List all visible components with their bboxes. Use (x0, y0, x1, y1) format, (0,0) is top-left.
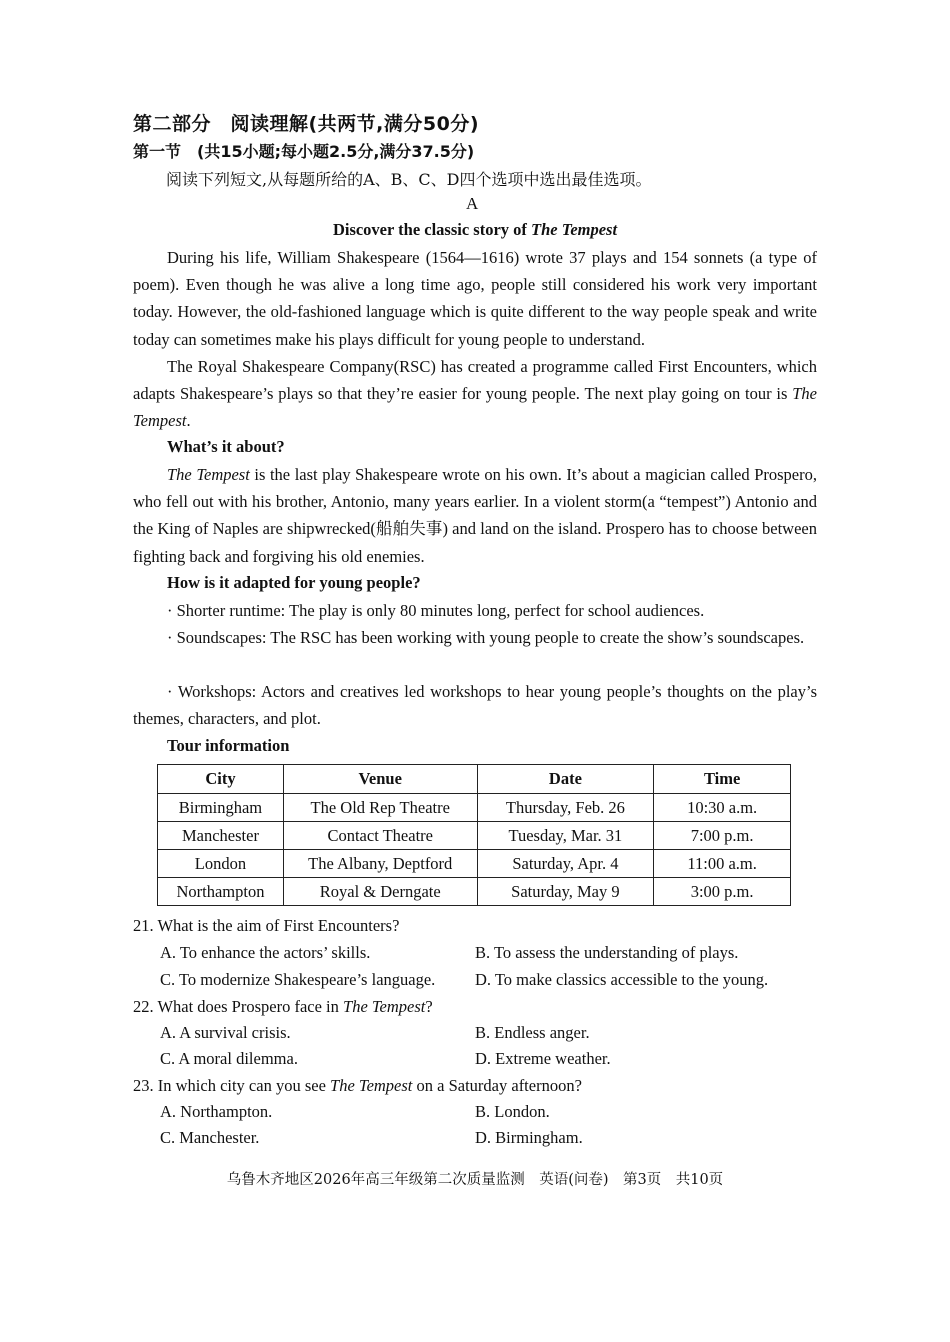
header-city: City (158, 765, 284, 794)
table-row (158, 850, 791, 878)
instructions: 阅读下列短文,从每题所给的A、B、C、D四个选项中选出最佳选项。 (166, 170, 652, 189)
title-text: Discover the classic story of (332, 220, 532, 239)
question-23-option-d[interactable]: D. Birmingham. (475, 1128, 583, 1147)
question-23-option-a[interactable]: A. Northampton. (160, 1102, 273, 1121)
q23-prefix: 23. In which city can you see (133, 1076, 331, 1095)
bullet-soundscapes-text: · Soundscapes: The RSC has been working with young people to create the show’s soundscapes. (167, 628, 805, 647)
bullet-workshops (133, 678, 817, 732)
header-venue: Venue (283, 765, 477, 794)
table-row (158, 822, 791, 850)
passage-title (0, 220, 950, 240)
bullet-workshops-text: · Workshops: Actors and creatives led workshops to hear young people’s thoughts on the play’s themes, characters, and plot. (133, 682, 817, 729)
paragraph-1-text: During his life, William Shakespeare (1564—1616) wrote 37 plays and 154 sonnets (a type of poem). Even though he was alive a long time ago, people still considered his work very important today. However, the old-fashioned language which is quite different to the way people speak and write today can sometimes make his plays difficult for young people to understand. (133, 248, 817, 349)
question-22-stem (133, 997, 433, 1017)
cell-time: 7:00 p.m. (654, 822, 791, 850)
question-22-option-a[interactable]: A. A survival crisis. (160, 1023, 291, 1042)
paragraph-2 (133, 353, 817, 435)
cell-city: Birmingham (158, 794, 284, 822)
section-title: 第一节 (共15小题;每小题2.5分,满分37.5分) (133, 142, 475, 161)
part-title: 第二部分 阅读理解(共两节,满分50分) (133, 113, 480, 135)
page-footer: 乌鲁木齐地区2026年高三年级第二次质量监测 英语(问卷) 第3页 共10页 (226, 1172, 724, 1188)
header-time: Time (654, 765, 791, 794)
cell-city: London (158, 850, 284, 878)
cell-time: 10:30 a.m. (654, 794, 791, 822)
paragraph-about (133, 461, 817, 570)
question-21-option-a[interactable]: A. To enhance the actors’ skills. (160, 943, 371, 962)
subheading-about: What’s it about? (167, 437, 285, 456)
about-italic: The Tempest (167, 465, 250, 484)
cell-venue: Contact Theatre (283, 822, 477, 850)
question-22-option-b[interactable]: B. Endless anger. (475, 1023, 590, 1042)
cell-date: Tuesday, Mar. 31 (477, 822, 654, 850)
cell-date: Thursday, Feb. 26 (477, 794, 654, 822)
subheading-tour: Tour information (167, 736, 290, 755)
cell-venue: Royal & Derngate (283, 878, 477, 906)
question-21-option-c[interactable]: C. To modernize Shakespeare’s language. (160, 970, 436, 989)
question-22-option-d[interactable]: D. Extreme weather. (475, 1049, 611, 1068)
table-header-row (158, 765, 791, 794)
paragraph-2-end: . (186, 411, 191, 431)
bullet-runtime-text: · Shorter runtime: The play is only 80 minutes long, perfect for school audiences. (167, 601, 705, 620)
q22-italic: The Tempest (343, 997, 426, 1016)
cell-city: Northampton (158, 878, 284, 906)
cell-city: Manchester (158, 822, 284, 850)
paragraph-1 (133, 244, 817, 353)
question-23-option-c[interactable]: C. Manchester. (160, 1128, 260, 1147)
cell-venue: The Albany, Deptford (283, 850, 477, 878)
cell-date: Saturday, May 9 (477, 878, 654, 906)
subheading-adapted: How is it adapted for young people? (167, 573, 421, 592)
about-text: is the last play Shakespeare wrote on his own. It’s about a magician called Prospero, who fell out with his brother, Antonio, many years earlier. In a violent storm(a “tempest”) Antonio and the King of Naples are shipwrecked(船舶失事) and land on the island. Prospero has to choose between fighting back and forgiving his old enemies. (133, 465, 817, 566)
q23-suffix: on a Saturday afternoon? (412, 1076, 582, 1095)
paragraph-2-text: The Royal Shakespeare Company(RSC) has created a programme called First Encounters, which adapts Shakespeare’s plays so that they’re easier for young people. The next play going on tour is (133, 357, 817, 404)
q22-suffix: ? (425, 997, 433, 1016)
tour-table (157, 764, 791, 906)
cell-venue: The Old Rep Theatre (283, 794, 477, 822)
cell-time: 3:00 p.m. (654, 878, 791, 906)
bullet-soundscapes (133, 624, 817, 651)
q22-prefix: 22. What does Prospero face in (133, 997, 344, 1016)
cell-date: Saturday, Apr. 4 (477, 850, 654, 878)
question-23-stem (133, 1076, 582, 1096)
title-italic: The Tempest (531, 220, 618, 239)
header-date: Date (477, 765, 654, 794)
paragraph-2-italic: The Tempest (133, 384, 817, 431)
question-22-option-c[interactable]: C. A moral dilemma. (160, 1049, 298, 1068)
passage-letter: A (466, 194, 479, 213)
q23-italic: The Tempest (330, 1076, 413, 1095)
table-row (158, 794, 791, 822)
question-21-stem: 21. What is the aim of First Encounters? (133, 916, 400, 935)
question-23-option-b[interactable]: B. London. (475, 1102, 550, 1121)
question-21-option-b[interactable]: B. To assess the understanding of plays. (475, 943, 739, 962)
question-21-option-d[interactable]: D. To make classics accessible to the young. (475, 970, 769, 989)
table-row (158, 878, 791, 906)
bullet-runtime (133, 597, 817, 624)
cell-time: 11:00 a.m. (654, 850, 791, 878)
